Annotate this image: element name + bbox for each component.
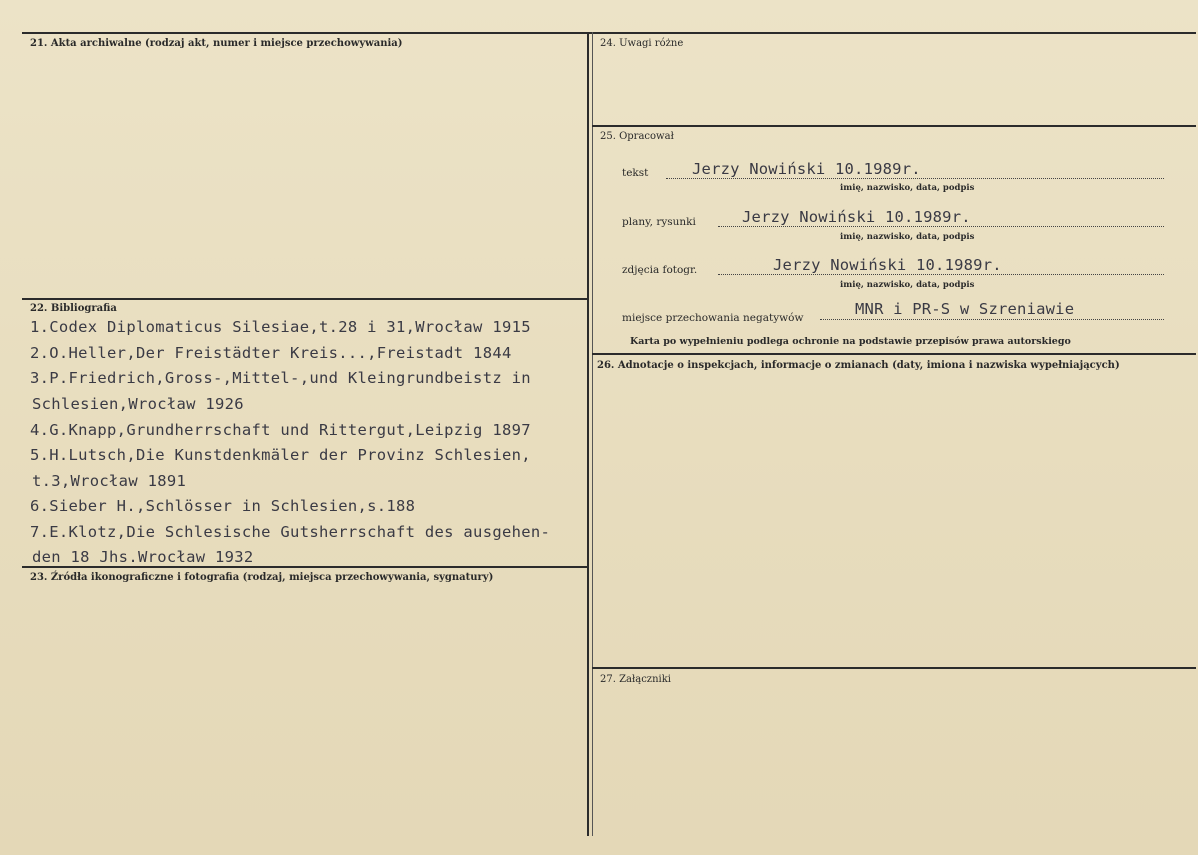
rule-22-23 <box>22 566 588 568</box>
list-item: Schlesien,Wrocław 1926 <box>32 395 244 413</box>
list-item: den 18 Jhs.Wrocław 1932 <box>32 548 254 566</box>
list-item: 4.G.Knapp,Grundherrschaft und Rittergut,Leipzig 1897 <box>30 421 531 439</box>
rule-21-22 <box>22 298 588 300</box>
list-item: 1.Codex Diplomaticus Silesiae,t.28 i 31,Wrocław 1915 <box>30 318 531 336</box>
center-divider-inner <box>592 32 593 836</box>
list-item: 7.E.Klotz,Die Schlesische Gutsherrschaft des ausgehen- <box>30 523 551 541</box>
list-item: 5.H.Lutsch,Die Kunstdenkmäler der Provinz Schlesien, <box>30 446 531 464</box>
negatywy-value: MNR i PR-S w Szreniawie <box>855 300 1075 318</box>
section-23-label: 23. Źródła ikonograficzne i fotografia (rodzaj, miejsca przechowywania, sygnatury) <box>30 572 494 583</box>
zdjecia-signature-line <box>718 274 1164 275</box>
list-item: t.3,Wrocław 1891 <box>32 472 187 490</box>
bibliography-list <box>18 312 584 564</box>
rule-24-25 <box>592 125 1196 127</box>
negatywy-label: miejsce przechowania negatywów <box>622 312 804 324</box>
zdjecia-label: zdjęcia fotogr. <box>622 264 698 276</box>
center-divider <box>587 32 589 836</box>
copyright-note: Karta po wypełnieniu podlega ochronie na podstawie przepisów prawa autorskiego <box>630 336 1071 347</box>
top-rule <box>22 32 1196 34</box>
list-item: 6.Sieber H.,Schlösser in Schlesien,s.188 <box>30 497 416 515</box>
rule-25-26 <box>592 353 1196 355</box>
plany-label: plany, rysunki <box>622 216 696 228</box>
tekst-signature-line <box>666 178 1164 179</box>
section-22-label: 22. Bibliografia <box>30 303 117 314</box>
section-21-label: 21. Akta archiwalne (rodzaj akt, numer i miejsce przechowywania) <box>30 38 403 49</box>
negatywy-signature-line <box>820 319 1164 320</box>
tekst-value: Jerzy Nowiński 10.1989r. <box>692 160 921 178</box>
section-24-label: 24. Uwagi różne <box>600 38 684 49</box>
list-item: 3.P.Friedrich,Gross-,Mittel-,und Kleingrundbeistz in <box>30 369 531 387</box>
section-26-label: 26. Adnotacje o inspekcjach, informacje o zmianach (daty, imiona i nazwiska wypełniających) <box>597 360 1120 371</box>
plany-value: Jerzy Nowiński 10.1989r. <box>742 208 971 226</box>
section-25-label: 25. Opracował <box>600 131 674 142</box>
tekst-caption: imię, nazwisko, data, podpis <box>840 183 975 193</box>
plany-caption: imię, nazwisko, data, podpis <box>840 232 975 242</box>
plany-signature-line <box>718 226 1164 227</box>
zdjecia-value: Jerzy Nowiński 10.1989r. <box>773 256 1002 274</box>
rule-26-27 <box>592 667 1196 669</box>
zdjecia-caption: imię, nazwisko, data, podpis <box>840 280 975 290</box>
list-item: 2.O.Heller,Der Freistädter Kreis...,Freistadt 1844 <box>30 344 512 362</box>
tekst-label: tekst <box>622 167 649 179</box>
section-27-label: 27. Załączniki <box>600 674 671 685</box>
